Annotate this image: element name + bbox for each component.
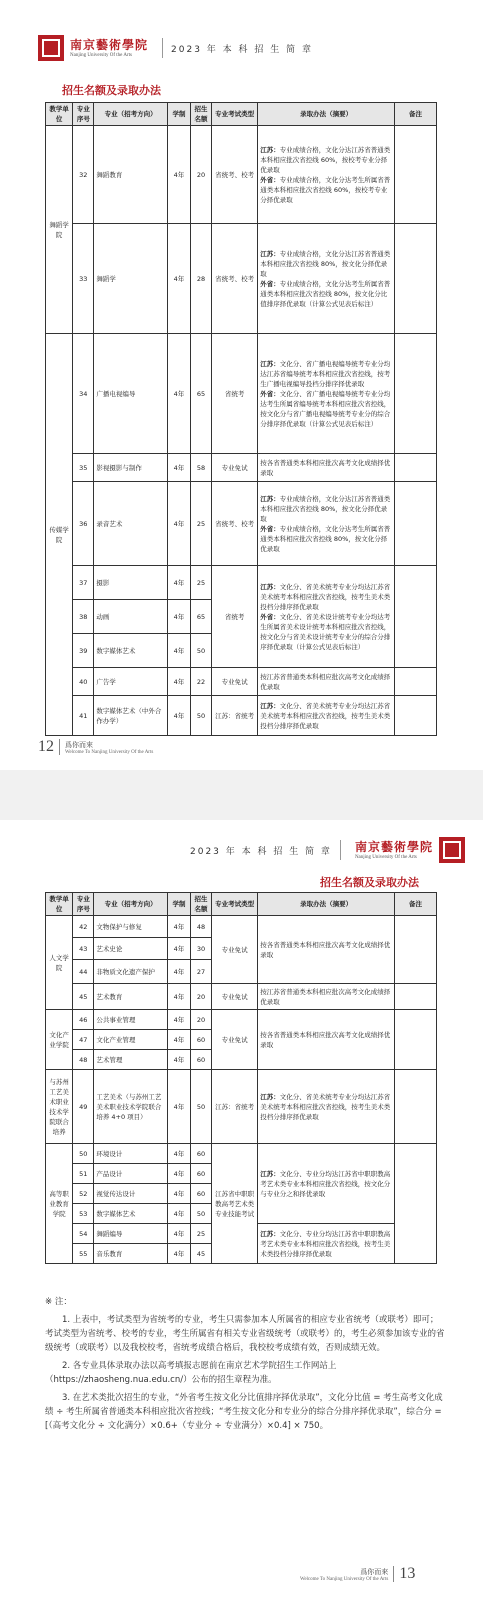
unit-cell: 文化产业学院 (46, 1010, 73, 1070)
quota: 28 (191, 224, 212, 334)
major-name: 摄影 (94, 566, 168, 600)
page-number: 12 (38, 738, 54, 755)
major-no: 41 (73, 696, 94, 736)
major-no: 36 (73, 482, 94, 566)
quota: 27 (191, 960, 212, 984)
col-header: 专业（招考方向） (94, 893, 168, 916)
major-no: 35 (73, 454, 94, 482)
exam-type: 省统考 (212, 566, 258, 668)
table-row (46, 482, 437, 566)
major-no: 51 (73, 1164, 94, 1184)
years: 4年 (167, 600, 190, 634)
table-row (46, 566, 437, 600)
major-no: 50 (73, 1144, 94, 1164)
quota: 65 (191, 600, 212, 634)
col-header: 学制 (167, 893, 190, 916)
years: 4年 (167, 960, 190, 984)
major-no: 43 (73, 938, 94, 960)
years: 4年 (167, 126, 190, 224)
table-row (46, 916, 437, 938)
rule-cell: 江苏：专业成绩合格，文化分达江苏省普通类本科相应批次省控线 80%，按文化分择优录取 外省：专业成绩合格，文化分达考生所属省普通类本科相应批次省控线 80%，按文化分择优录取 (258, 482, 395, 566)
rule-cell: 江苏：文化分、专业分均达江苏省中职职教高考艺术类专业本科相应批次省控线，按文化分与专业分之和择优录取 (258, 1144, 395, 1224)
years: 4年 (167, 1204, 190, 1224)
major-name: 舞蹈教育 (94, 126, 168, 224)
page-header (38, 28, 313, 68)
quota: 48 (191, 916, 212, 938)
table-row (46, 696, 437, 736)
remark (394, 482, 436, 566)
quota: 20 (191, 1010, 212, 1030)
major-no: 52 (73, 1184, 94, 1204)
rule-cell: 江苏：文化分、省广播电视编导统考专业分均达江苏省编导统考本科相应批次省控线，按考生广播电视编导投档分排序择优录取 外省：文化分、省广播电视编导统考专业分均达考生所属省编导统考本科相应批次省控线，按文化分与省广播电视编导统考专业分的综合分排序择优录取（计算公式见表后标注） (258, 334, 395, 454)
rule-cell: 江苏：文化分、省美术统考专业分均达江苏省美术统考本科相应批次省控线，按考生美术类投档分排序择优录取 外省：文化分、省美术设计统考专业分均达考生所属省美术设计统考本科相应批次省控线，按文化分与省美术设计统考专业分的综合分排序择优录取（计算公式见表后标注） (258, 566, 395, 668)
admission-table-1 (45, 102, 437, 736)
col-header: 专业考试类型 (212, 893, 258, 916)
quota: 22 (191, 668, 212, 696)
major-name: 数字媒体艺术 (94, 1204, 168, 1224)
rule-cell: 江苏：专业成绩合格，文化分达江苏省普通类本科相应批次省控线 60%，按校考专业分择优录取 外省：专业成绩合格，文化分达考生所属省普通类本科相应批次省控线 60%，按校考专业分择优录取 (258, 126, 395, 224)
footer-slogan: 爲你而來 (360, 1567, 389, 1576)
quota: 60 (191, 1030, 212, 1050)
exam-type: 江苏：省统考 (212, 696, 258, 736)
quota: 20 (191, 984, 212, 1010)
major-no: 45 (73, 984, 94, 1010)
years: 4年 (167, 1164, 190, 1184)
exam-type: 专业免试 (212, 668, 258, 696)
major-name: 环境设计 (94, 1144, 168, 1164)
major-no: 39 (73, 634, 94, 668)
major-name: 非物质文化遗产保护 (94, 960, 168, 984)
col-header: 专业序号 (73, 103, 94, 126)
quota: 60 (191, 1164, 212, 1184)
rule-cell: 江苏：文化分、省美术统考专业分均达江苏省美术统考本科相应批次省控线，按考生美术类投档分排序择优录取 (258, 696, 395, 736)
major-name: 舞蹈学 (94, 224, 168, 334)
major-no: 34 (73, 334, 94, 454)
years: 4年 (167, 1050, 190, 1070)
note-3: 3. 在艺术类批次招生的专业，“外省考生按文化分比值排序择优录取”，文化分比值 = 考生高考文化成绩 ÷ 考生所属省普通类本科相应批次省控线；“考生按文化分和专业分的综合分排序择优录取”，综合分 =[（高考文化分 ÷ 文化满分）×0.6+（专业分 ÷ 专业满分）×0.4] × 750。 (45, 1393, 443, 1431)
remark (394, 696, 436, 736)
remark (394, 454, 436, 482)
years: 4年 (167, 984, 190, 1010)
table-row (46, 1070, 437, 1144)
rule-cell: 按各省普通类本科相应批次高考文化成绩择优录取 (258, 916, 395, 984)
rule-cell: 江苏：专业成绩合格，文化分达江苏省普通类本科相应批次省控线 80%，按文化分择优录取 外省：专业成绩合格，文化分达考生所属省普通类本科相应批次省控线 80%，按文化分比值排序择优录取（计算公式见表后标注） (258, 224, 395, 334)
col-header: 专业（招考方向） (94, 103, 168, 126)
exam-type: 省统考、校考 (212, 126, 258, 224)
footer-slogan-en: Welcome To Nanjing University Of the Arts (300, 1576, 389, 1582)
quota: 30 (191, 938, 212, 960)
remark (394, 224, 436, 334)
section-title: 招生名额及录取办法 (320, 876, 419, 889)
years: 4年 (167, 938, 190, 960)
major-name: 文物保护与修复 (94, 916, 168, 938)
years: 4年 (167, 696, 190, 736)
col-header: 招生名额 (191, 103, 212, 126)
years: 4年 (167, 566, 190, 600)
footer-slogan-en: Welcome To Nanjing University Of the Arts (65, 749, 154, 755)
col-header: 录取办法（摘要） (258, 103, 395, 126)
major-name: 数字媒体艺术（中外合作办学） (94, 696, 168, 736)
years: 4年 (167, 334, 190, 454)
exam-type: 省统考、校考 (212, 482, 258, 566)
unit-cell: 舞蹈学院 (46, 126, 73, 334)
years: 4年 (167, 1010, 190, 1030)
page-13 (0, 820, 483, 1600)
major-name: 广播电视编导 (94, 334, 168, 454)
page-number: 13 (399, 1565, 416, 1582)
years: 4年 (167, 482, 190, 566)
school-logo-icon (38, 35, 64, 61)
quota: 50 (191, 634, 212, 668)
major-name: 艺术史论 (94, 938, 168, 960)
col-header: 专业考试类型 (212, 103, 258, 126)
unit-cell: 人文学院 (46, 916, 73, 1010)
school-name-cn: 南京藝術學院 (70, 37, 149, 52)
rule-cell: 江苏：文化分、专业分均达江苏省中职职教高考艺术类专业本科相应批次省控线，按考生美术类投档分排序择优录取 (258, 1224, 395, 1264)
exam-type: 江苏省中职职教高考艺术类专业技能考试 (212, 1144, 258, 1264)
footnotes (45, 1295, 445, 1437)
major-no: 37 (73, 566, 94, 600)
remark (394, 566, 436, 668)
remark (394, 984, 436, 1010)
rule-cell: 按江苏省普通类本科相应批次高考文化成绩择优录取 (258, 984, 395, 1010)
col-header: 招生名额 (191, 893, 212, 916)
guide-title: 2023 年 本 科 招 生 简 章 (190, 846, 332, 857)
col-header: 录取办法（摘要） (258, 893, 395, 916)
years: 4年 (167, 1224, 190, 1244)
col-header: 专业序号 (73, 893, 94, 916)
major-name: 舞蹈编导 (94, 1224, 168, 1244)
major-name: 动画 (94, 600, 168, 634)
page-header (190, 830, 465, 870)
remark (394, 1144, 436, 1264)
note-2: 2. 各专业具体录取办法以高考填报志愿前在南京艺术学院招生工作网站上（https://zhaosheng.nua.edu.cn/）公布的招生章程为准。 (45, 1361, 337, 1385)
rule-cell: 按江苏省普通类本科相应批次高考文化成绩择优录取 (258, 668, 395, 696)
years: 4年 (167, 634, 190, 668)
major-no: 32 (73, 126, 94, 224)
exam-type: 江苏：省统考 (212, 1070, 258, 1144)
school-name-en: Nanjing University Of the Arts (70, 52, 132, 58)
table-row (46, 454, 437, 482)
years: 4年 (167, 916, 190, 938)
major-no: 53 (73, 1204, 94, 1224)
major-no: 42 (73, 916, 94, 938)
col-header: 备注 (394, 893, 436, 916)
major-no: 46 (73, 1010, 94, 1030)
table-header-row (46, 893, 437, 916)
quota: 50 (191, 1070, 212, 1144)
remark (394, 1010, 436, 1070)
notes-title: ※ 注： (45, 1297, 72, 1307)
rule-cell: 按各省普通类本科相应批次高考文化成绩择优录取 (258, 454, 395, 482)
section-title: 招生名额及录取办法 (62, 84, 161, 97)
col-header: 教学单位 (46, 893, 73, 916)
table-row (46, 668, 437, 696)
years: 4年 (167, 1244, 190, 1264)
quota: 25 (191, 482, 212, 566)
table-row (46, 1010, 437, 1030)
remark (394, 668, 436, 696)
major-name: 公共事业管理 (94, 1010, 168, 1030)
note-1: 1. 上表中，考试类型为省统考的专业，考生只需参加本人所属省的相应专业省统考（或联考）即可；考试类型为省统考、校考的专业，考生所属省有相关专业省级统考（或联考）的，考生必须参加该专业的省级统考（或联考）以及我校校考，省统考成绩合格后，我校校考成绩有效，否则成绩无效。 (45, 1315, 445, 1353)
quota: 58 (191, 454, 212, 482)
quota: 45 (191, 1244, 212, 1264)
exam-type: 专业免试 (212, 984, 258, 1010)
table-row (46, 1144, 437, 1164)
exam-type: 省统考、校考 (212, 224, 258, 334)
years: 4年 (167, 1030, 190, 1050)
major-name: 产品设计 (94, 1164, 168, 1184)
major-no: 38 (73, 600, 94, 634)
quota: 65 (191, 334, 212, 454)
major-name: 文化产业管理 (94, 1030, 168, 1050)
school-name-cn: 南京藝術學院 (354, 839, 433, 854)
table-header-row (46, 103, 437, 126)
major-no: 44 (73, 960, 94, 984)
quota: 60 (191, 1144, 212, 1164)
major-name: 视觉传达设计 (94, 1184, 168, 1204)
years: 4年 (167, 454, 190, 482)
unit-cell: 与苏州工艺美术职业技术学院联合培养 (46, 1070, 73, 1144)
major-name: 工艺美术（与苏州工艺美术职业技术学院联合培养 4+0 项目） (94, 1070, 168, 1144)
quota: 60 (191, 1050, 212, 1070)
years: 4年 (167, 1184, 190, 1204)
table-row (46, 224, 437, 334)
major-no: 48 (73, 1050, 94, 1070)
major-no: 54 (73, 1224, 94, 1244)
quota: 25 (191, 566, 212, 600)
table-row (46, 334, 437, 454)
major-name: 艺术教育 (94, 984, 168, 1010)
major-no: 33 (73, 224, 94, 334)
major-no: 40 (73, 668, 94, 696)
major-no: 49 (73, 1070, 94, 1144)
unit-cell: 传媒学院 (46, 334, 73, 736)
footer-slogan: 爲你而來 (65, 740, 93, 749)
years: 4年 (167, 224, 190, 334)
page-footer (300, 1565, 415, 1583)
page-12 (0, 0, 483, 770)
years: 4年 (167, 1070, 190, 1144)
exam-type: 专业免试 (212, 1010, 258, 1070)
admission-table-2 (45, 892, 437, 1264)
quota: 50 (191, 1204, 212, 1224)
page-footer (38, 738, 153, 756)
major-no: 47 (73, 1030, 94, 1050)
major-name: 数字媒体艺术 (94, 634, 168, 668)
rule-cell: 江苏：文化分、省美术统考专业分均达江苏省美术统考本科相应批次省控线，按考生美术类投档分排序择优录取 (258, 1070, 395, 1144)
exam-type: 省统考 (212, 334, 258, 454)
page-gap (0, 770, 483, 820)
major-name: 艺术管理 (94, 1050, 168, 1070)
remark (394, 334, 436, 454)
major-name: 影视摄影与制作 (94, 454, 168, 482)
school-name-en: Nanjing University Of the Arts (354, 854, 417, 860)
table-row (46, 126, 437, 224)
quota: 50 (191, 696, 212, 736)
exam-type: 专业免试 (212, 454, 258, 482)
table-row (46, 984, 437, 1010)
exam-type: 专业免试 (212, 916, 258, 984)
col-header: 备注 (394, 103, 436, 126)
major-name: 音乐教育 (94, 1244, 168, 1264)
years: 4年 (167, 668, 190, 696)
quota: 25 (191, 1224, 212, 1244)
remark (394, 126, 436, 224)
major-name: 广告学 (94, 668, 168, 696)
rule-cell: 按各省普通类本科相应批次高考文化成绩择优录取 (258, 1010, 395, 1070)
guide-title: 2023 年 本 科 招 生 简 章 (171, 44, 313, 55)
quota: 20 (191, 126, 212, 224)
col-header: 教学单位 (46, 103, 73, 126)
remark (394, 916, 436, 984)
school-logo-icon (439, 837, 465, 863)
col-header: 学制 (167, 103, 190, 126)
major-no: 55 (73, 1244, 94, 1264)
major-name: 录音艺术 (94, 482, 168, 566)
unit-cell: 高等职业教育学院 (46, 1144, 73, 1264)
remark (394, 1070, 436, 1144)
years: 4年 (167, 1144, 190, 1164)
quota: 60 (191, 1184, 212, 1204)
